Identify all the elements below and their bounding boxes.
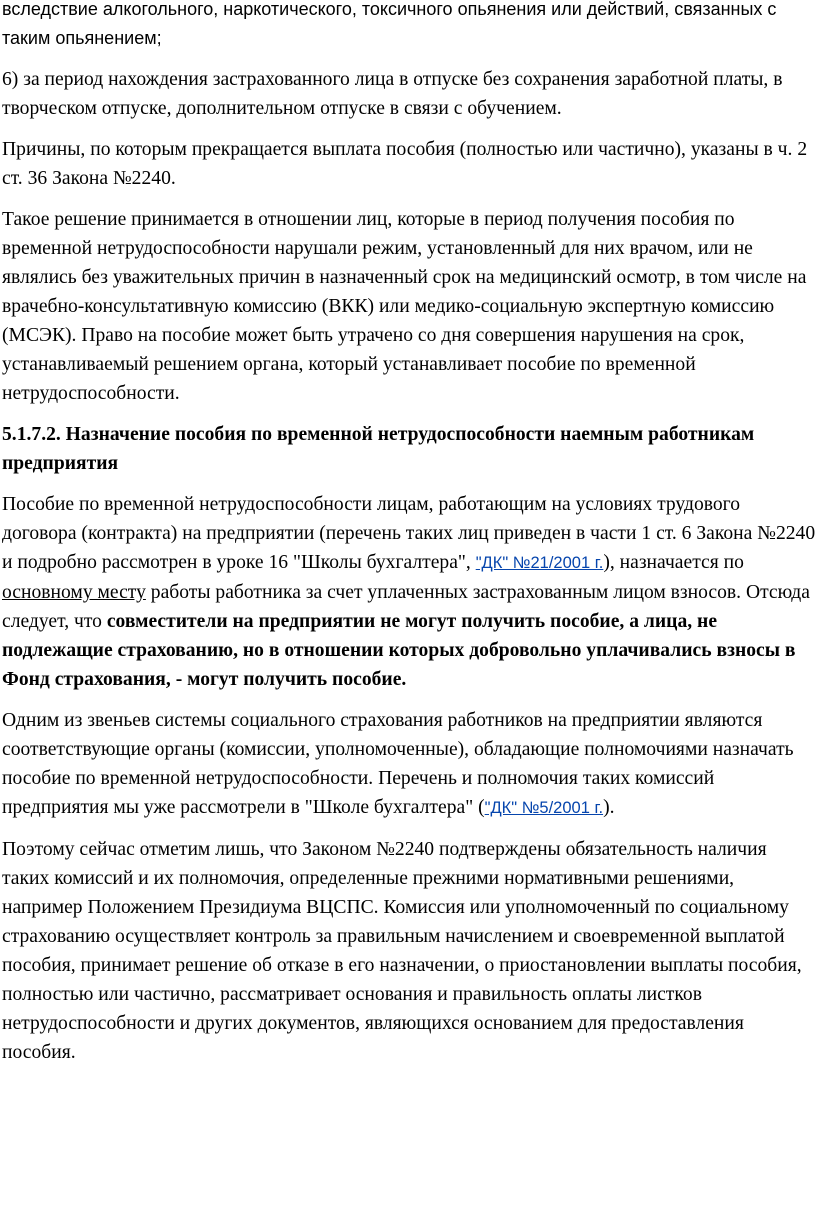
text-fragment: Одним из звеньев системы социального страхования работников на предприятии являются соответствующие органы (комиссии, уполномоченные), обладающие полномочиями назначать пособие по временной нетрудоспособности. Перечень и полномочия таких комиссий предприятия мы уже рассмотрели в "Школе бухгалтера" ( [2, 710, 794, 818]
paragraph-item-6: 6) за период нахождения застрахованного лица в отпуске без сохранения заработной платы, в творческом отпуске, дополнительном отпуске в связи с обучением. [2, 69, 783, 119]
bold-conclusion: совместители на предприятии не могут получить пособие, а лица, не подлежащие страхованию, но в отношении которых добровольно уплачивались взносы в Фонд страхования, - могут получить пособие. [2, 611, 796, 690]
text-fragment: Пособие по временной нетрудоспособности лицам, работающим на условиях трудового договора (контракта) на предприятии (перечень таких лиц приведен в части 1 ст. 6 Закона №2240 и подробно рассмотрен в уроке 16 "Школы бухгалтера", [2, 494, 816, 573]
text-fragment: работы работника за счет уплаченных застрахованным лицом взносов. Отсюда следует, что [2, 582, 810, 632]
section-heading: 5.1.7.2. Назначение пособия по временной нетрудоспособности наемным работникам предприятия [2, 424, 755, 474]
dk-5-2001-link[interactable]: "ДК" №5/2001 г. [484, 799, 604, 817]
paragraph-commissions [2, 706, 816, 823]
paragraph-intoxication: вследствие алкогольного, наркотического, токсичного опьянения или действий, связанных с таким опьянением; [2, 0, 777, 48]
main-workplace-term: основному месту [2, 582, 146, 603]
paragraph-decision: Такое решение принимается в отношении лиц, которые в период получения пособия по временной нетрудоспособности нарушали режим, установленный для них врачом, или не являлись без уважительных причин в назначенный срок на медицинский осмотр, в том числе на врачебно-консультативную комиссию (ВКК) или медико-социальную экспертную комиссию (МСЭК). Право на пособие может быть утрачено со дня совершения нарушения на срок, устанавливаемый решением органа, который устанавливает пособие по временной нетрудоспособности. [2, 209, 807, 404]
dk-21-2001-link[interactable]: "ДК" №21/2001 г. [475, 554, 604, 572]
paragraph-reasons: Причины, по которым прекращается выплата пособия (полностью или частично), указаны в ч. 2 ст. 36 Закона №2240. [2, 139, 808, 189]
paragraph-benefit-assignment [2, 490, 816, 694]
text-fragment: ). [603, 797, 615, 818]
text-fragment: ), назначается по [603, 552, 744, 573]
paragraph-law-confirmation: Поэтому сейчас отметим лишь, что Законом №2240 подтверждены обязательность наличия таких комиссий и их полномочия, определенные прежними нормативными решениями, например Положением Президиума ВЦСПС. Комиссия или уполномоченный по социальному страхованию осуществляет контроль за правильным начислением и своевременной выплатой пособия, принимает решение об отказе в его назначении, о приостановлении выплаты пособия, полностью или частично, рассматривает основания и правильность оплаты листков нетрудоспособности и других документов, являющихся основанием для предоставления пособия. [2, 839, 802, 1063]
